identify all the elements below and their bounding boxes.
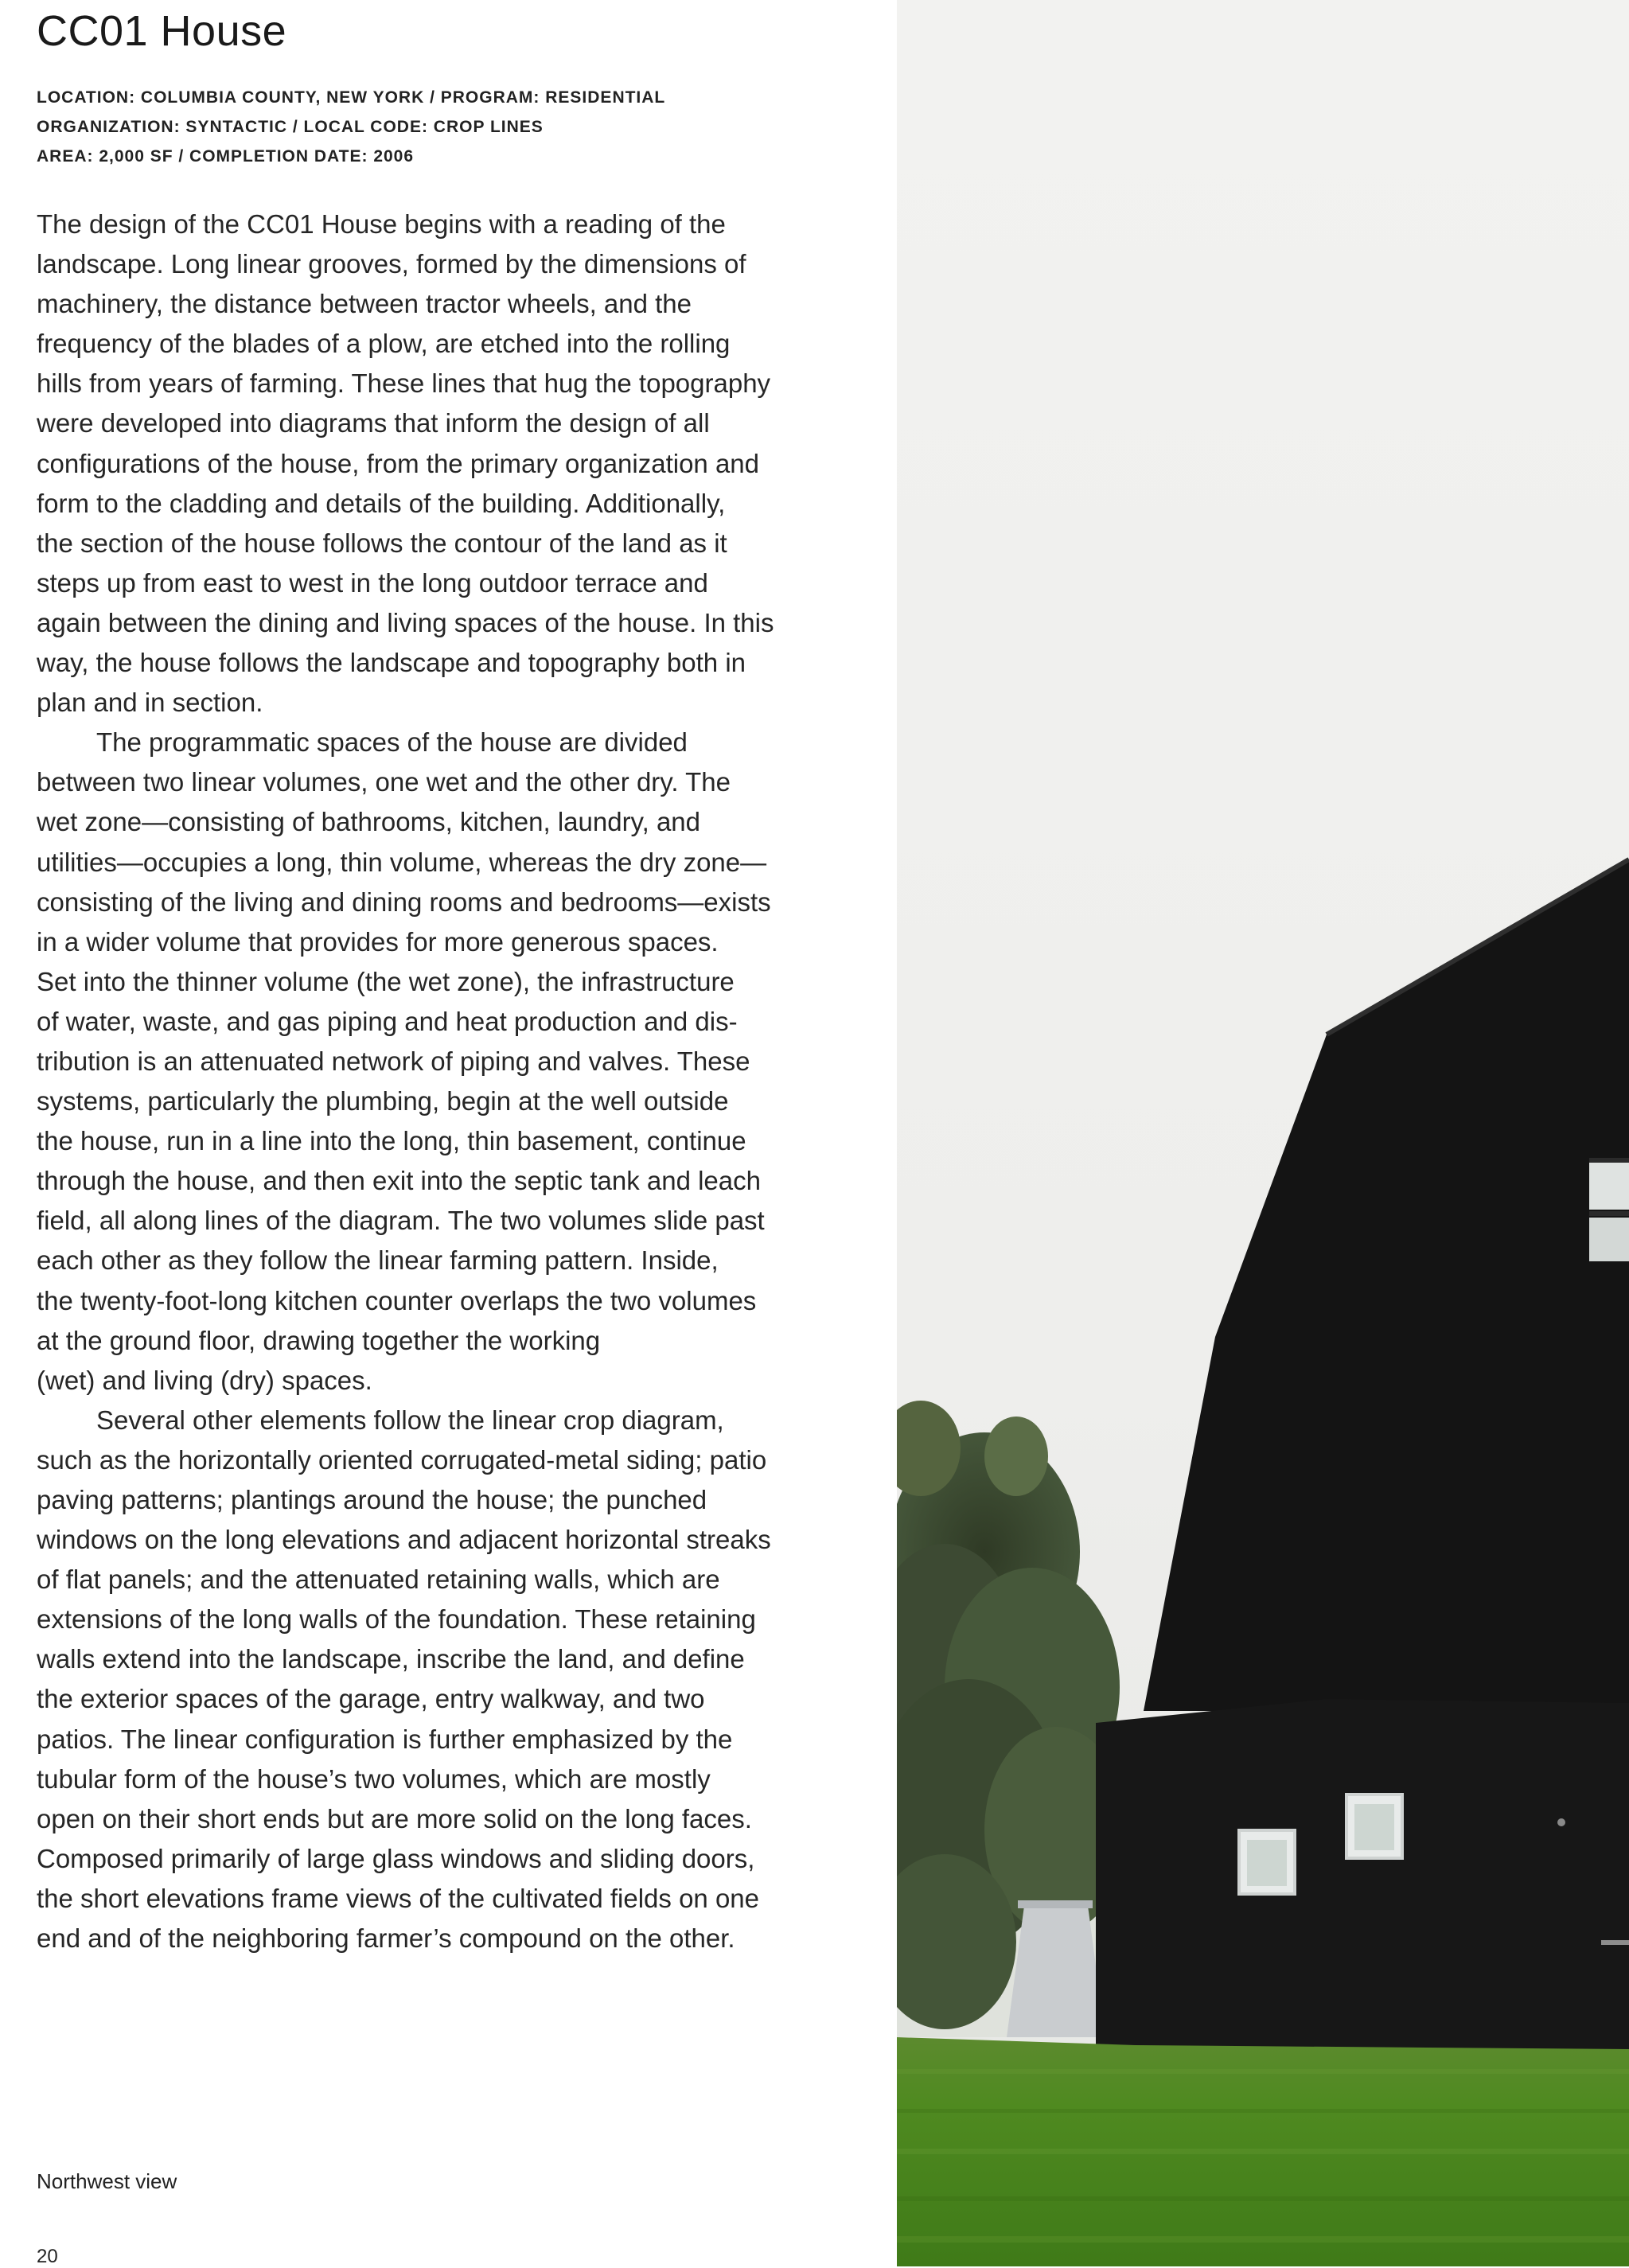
text-line: landscape. Long linear grooves, formed by the dimensions of (37, 249, 746, 279)
text-line: tribution is an attenuated network of piping and valves. These (37, 1046, 750, 1076)
text-line: plan and in section. (37, 688, 263, 718)
text-line: tubular form of the house’s two volumes, which are mostly (37, 1763, 711, 1794)
text-line: form to the cladding and details of the building. Additionally, (37, 488, 726, 518)
text-line: utilities—occupies a long, thin volume, whereas the dry zone— (37, 847, 767, 877)
text-line: open on their short ends but are more solid on the long faces. (37, 1803, 752, 1833)
text-line: the section of the house follows the contour of the land as it (37, 528, 727, 558)
text-line: steps up from east to west in the long outdoor terrace and (37, 567, 708, 598)
text-line: were developed into diagrams that inform the design of all (37, 408, 710, 438)
text-line: each other as they follow the linear farming pattern. Inside, (37, 1245, 719, 1276)
text-line: Composed primarily of large glass windows and sliding doors, (37, 1843, 755, 1873)
text-line: machinery, the distance between tractor wheels, and the (37, 289, 692, 319)
text-line: paving patterns; plantings around the house; the punched (37, 1485, 707, 1514)
text-line: Set into the thinner volume (the wet zone), the infrastructure (37, 966, 735, 996)
window-strip (1589, 1158, 1629, 1261)
northwest-view-image (897, 0, 1629, 2266)
text-line: (wet) and living (dry) spaces. (37, 1365, 372, 1395)
text-line: systems, particularly the plumbing, begin at the well outside (37, 1086, 729, 1116)
text-line: again between the dining and living spaces of the house. In this (37, 607, 774, 637)
text-line: wet zone—consisting of bathrooms, kitchen, laundry, and (37, 807, 701, 837)
text-line: of flat panels; and the attenuated retaining walls, which are (37, 1565, 720, 1595)
text-line: windows on the long elevations and adjacent horizontal streaks (37, 1525, 771, 1555)
text-line: extensions of the long walls of the foundation. These retaining (37, 1604, 756, 1635)
text-line: The design of the CC01 House begins with a reading of the (37, 209, 726, 239)
photo-caption: Northwest view (37, 2169, 177, 2193)
paragraph-2 (37, 723, 840, 1401)
text-line: between two linear volumes, one wet and the other dry. The (37, 767, 731, 797)
project-metadata (37, 83, 665, 171)
text-line: the house, run in a line into the long, thin basement, continue (37, 1126, 746, 1156)
page-title: CC01 House (37, 7, 287, 55)
text-line: the short elevations frame views of the cultivated fields on one (37, 1883, 759, 1913)
paragraph-3 (37, 1401, 840, 1958)
text-line: The programmatic spaces of the house are divided (96, 727, 688, 758)
text-line: hills from years of farming. These lines that hug the topography (37, 368, 771, 399)
paragraph-1 (37, 205, 840, 723)
text-line: configurations of the house, from the primary organization and (37, 448, 760, 478)
text-line: Several other elements follow the linear crop diagram, (96, 1405, 724, 1435)
metadata-line-organization: ORGANIZATION: SYNTACTIC / LOCAL CODE: CROP LINES (37, 118, 544, 136)
text-line: frequency of the blades of a plow, are etched into the rolling (37, 329, 731, 359)
text-line: through the house, and then exit into the septic tank and leach (37, 1166, 761, 1196)
metadata-line-area: AREA: 2,000 SF / COMPLETION DATE: 2006 (37, 147, 415, 166)
text-line: walls extend into the landscape, inscribe the land, and define (37, 1644, 745, 1674)
text-line: field, all along lines of the diagram. The two volumes slide past (37, 1206, 765, 1236)
metadata-line-location: LOCATION: COLUMBIA COUNTY, NEW YORK / PROGRAM: RESIDENTIAL (37, 88, 666, 107)
house-low-volume (1096, 1699, 1629, 2069)
text-line: such as the horizontally oriented corrugated-metal siding; patio (37, 1444, 767, 1475)
text-line: the exterior spaces of the garage, entry walkway, and two (37, 1684, 705, 1714)
text-line: patios. The linear configuration is further emphasized by the (37, 1724, 733, 1754)
text-line: the twenty-foot-long kitchen counter overlaps the two volumes (37, 1285, 757, 1315)
text-line: way, the house follows the landscape and topography both in (37, 648, 746, 678)
text-line: in a wider volume that provides for more generous spaces. (37, 926, 719, 957)
text-line: end and of the neighboring farmer’s compound on the other. (37, 1923, 735, 1954)
text-line: of water, waste, and gas piping and heat production and dis- (37, 1006, 738, 1036)
house-photo (897, 0, 1629, 2266)
text-line: at the ground floor, drawing together the working (37, 1325, 601, 1355)
text-line: consisting of the living and dining rooms and bedrooms—exists (37, 887, 771, 917)
page-number: 20 (37, 2246, 58, 2267)
body-text (37, 205, 840, 1958)
